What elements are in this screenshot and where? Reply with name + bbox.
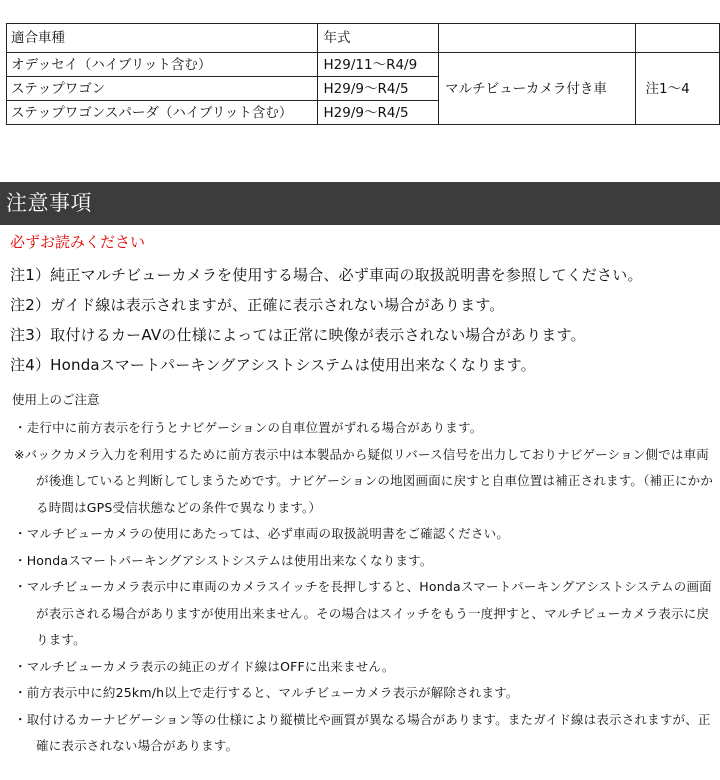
header-empty-note — [635, 24, 719, 53]
year-cell: H29/11～R4/9 — [317, 53, 439, 77]
usage-item: ・前方表示中に約25km/h以上で走行すると、マルチビューカメラ表示が解除されます。 — [14, 685, 519, 700]
header-empty-condition — [439, 24, 635, 53]
usage-item: ・取付けるカーナビゲーション等の仕様により縦横比や画質が異なる場合があります。またガイド線は表示されますが、正確に表示されない場合があります。 — [14, 711, 711, 753]
model-cell: ステップワゴンスパーダ（ハイブリット含む） — [7, 101, 318, 125]
usage-item: ・走行中に前方表示を行うとナビゲーションの自車位置がずれる場合があります。 — [14, 420, 483, 435]
caution-notes-list — [10, 260, 643, 380]
compatibility-table — [6, 23, 720, 125]
usage-item: ・Hondaスマートパーキングアシストシステムは使用出来なくなります。 — [14, 552, 433, 568]
usage-item: ・マルチビューカメラ表示中に車両のカメラスイッチを長押しすると、Hondaスマートパーキングアシストシステムの画面が表示される場合がありますが使用出来ません。その場合はスイッチをもう一度押すと、マルチビューカメラ表示に戻ります。 — [14, 579, 712, 647]
usage-item: ※バックカメラ入力を利用するために前方表示中は本製品から疑似リバース信号を出力しておりナビゲーション側では車両が後進していると判断してしまうためです。ナビゲーションの地図画面に戻すと自車位置は補正されます。（補正にかかる時間はGPS受信状態などの条件で異なります。） — [14, 446, 714, 515]
caution-section-title: 注意事項 — [0, 182, 720, 225]
caution-note: 注3）取付けるカーAVの仕様によっては正常に映像が表示されない場合があります。 — [10, 326, 586, 344]
usage-caution-title: 使用上のご注意 — [12, 392, 100, 407]
usage-item: ・マルチビューカメラ表示の純正のガイド線はOFFに出来ません。 — [14, 658, 395, 674]
usage-caution-list — [8, 415, 716, 760]
caution-note: 注4）Hondaスマートパーキングアシストシステムは使用出来なくなります。 — [10, 356, 536, 374]
note-ref-cell: 注1～4 — [635, 53, 719, 125]
model-cell: オデッセイ（ハイブリット含む） — [7, 53, 318, 77]
header-year: 年式 — [317, 24, 439, 53]
condition-cell: マルチビューカメラ付き車 — [439, 53, 635, 125]
table-header-row — [7, 24, 720, 53]
year-cell: H29/9～R4/5 — [317, 101, 439, 125]
must-read-notice: 必ずお読みください — [10, 233, 146, 251]
table-row — [7, 53, 720, 77]
usage-item: ・マルチビューカメラの使用にあたっては、必ず車両の取扱説明書をご確認ください。 — [14, 526, 510, 541]
caution-note: 注2）ガイド線は表示されますが、正確に表示されない場合があります。 — [10, 296, 505, 314]
model-cell: ステップワゴン — [7, 77, 318, 101]
caution-note: 注1）純正マルチビューカメラを使用する場合、必ず車両の取扱説明書を参照してください。 — [10, 266, 643, 284]
header-model: 適合車種 — [7, 24, 318, 53]
year-cell: H29/9～R4/5 — [317, 77, 439, 101]
